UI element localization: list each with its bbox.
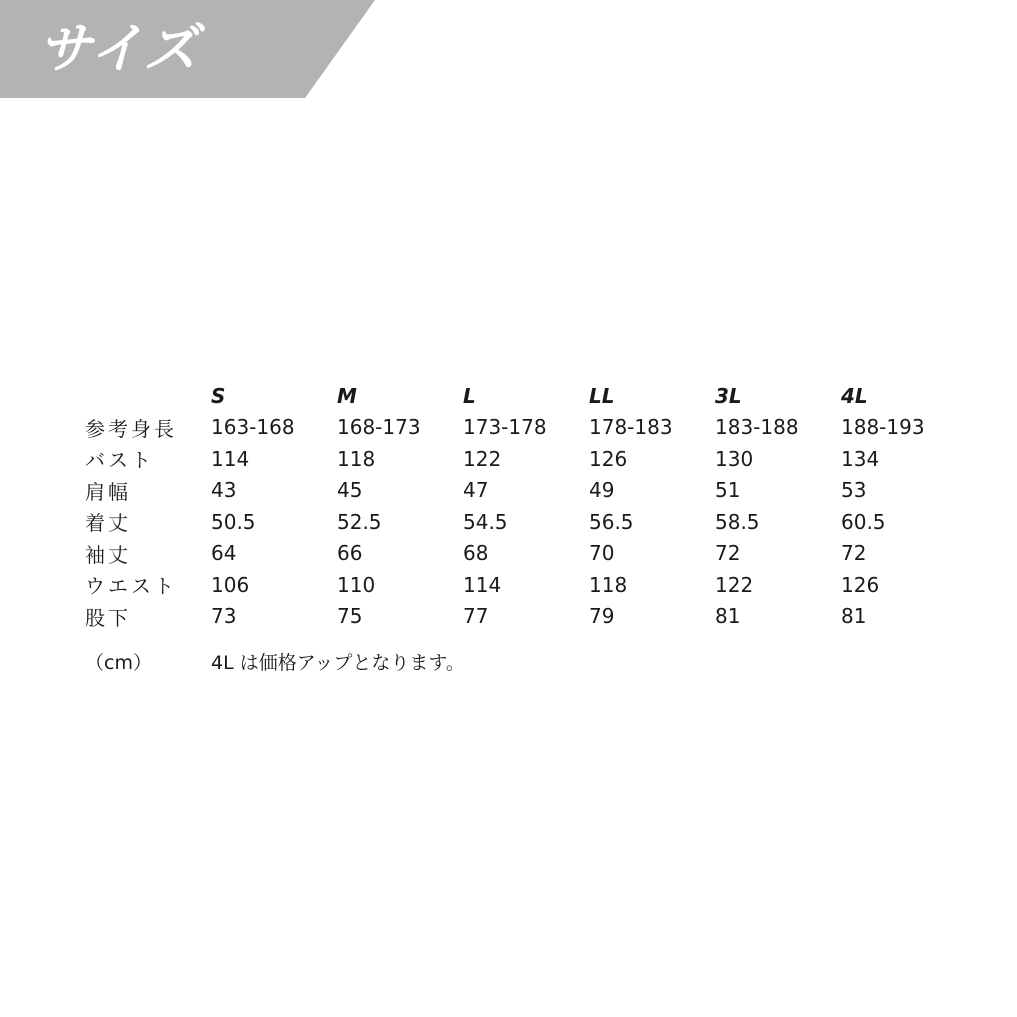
table-cell: 168-173 bbox=[337, 415, 421, 440]
size-header-3l: 3L bbox=[715, 383, 742, 408]
row-label: 股下 bbox=[85, 605, 131, 630]
table-cell: 126 bbox=[589, 446, 628, 471]
table-cell: 68 bbox=[463, 541, 489, 566]
table-cell: 54.5 bbox=[463, 509, 508, 534]
table-cell: 188-193 bbox=[841, 415, 925, 440]
table-cell: 130 bbox=[715, 446, 754, 471]
table-cell: 53 bbox=[841, 478, 867, 503]
size-header-4l: 4L bbox=[841, 383, 868, 408]
price-note: 4L は価格アップとなります。 bbox=[211, 651, 465, 674]
table-cell: 73 bbox=[211, 604, 237, 629]
row-label: 肩幅 bbox=[85, 479, 131, 504]
table-cell: 178-183 bbox=[589, 415, 673, 440]
table-cell: 134 bbox=[841, 446, 880, 471]
table-cell: 60.5 bbox=[841, 509, 886, 534]
row-label: 参考身長 bbox=[85, 416, 177, 441]
table-row bbox=[85, 569, 967, 601]
table-cell: 79 bbox=[589, 604, 615, 629]
table-row bbox=[85, 601, 967, 633]
table-cell: 43 bbox=[211, 478, 237, 503]
table-row bbox=[85, 412, 967, 444]
size-header-row bbox=[85, 380, 967, 412]
table-row bbox=[85, 506, 967, 538]
table-row bbox=[85, 475, 967, 507]
table-cell: 183-188 bbox=[715, 415, 799, 440]
table-row bbox=[85, 538, 967, 570]
table-cell: 50.5 bbox=[211, 509, 256, 534]
row-label: 袖丈 bbox=[85, 542, 131, 567]
table-cell: 110 bbox=[337, 572, 376, 597]
table-cell: 64 bbox=[211, 541, 237, 566]
unit-label: （cm） bbox=[85, 651, 152, 674]
table-cell: 114 bbox=[211, 446, 250, 471]
table-cell: 173-178 bbox=[463, 415, 547, 440]
row-label: ウエスト bbox=[85, 574, 177, 599]
size-header-m: M bbox=[337, 383, 357, 408]
size-header-s: S bbox=[211, 383, 226, 408]
table-cell: 49 bbox=[589, 478, 615, 503]
table-cell: 114 bbox=[463, 572, 502, 597]
table-cell: 163-168 bbox=[211, 415, 295, 440]
row-label: バスト bbox=[85, 448, 154, 473]
table-cell: 52.5 bbox=[337, 509, 382, 534]
table-cell: 70 bbox=[589, 541, 615, 566]
table-cell: 77 bbox=[463, 604, 489, 629]
table-cell: 122 bbox=[715, 572, 754, 597]
table-cell: 72 bbox=[841, 541, 867, 566]
table-cell: 118 bbox=[589, 572, 628, 597]
table-cell: 72 bbox=[715, 541, 741, 566]
size-table bbox=[85, 380, 967, 632]
row-label: 着丈 bbox=[85, 511, 131, 536]
table-cell: 106 bbox=[211, 572, 250, 597]
table-cell: 75 bbox=[337, 604, 363, 629]
table-cell: 126 bbox=[841, 572, 880, 597]
table-cell: 66 bbox=[337, 541, 363, 566]
table-cell: 81 bbox=[715, 604, 741, 629]
page-title: サイズ bbox=[38, 17, 199, 80]
table-row bbox=[85, 443, 967, 475]
size-header-l: L bbox=[463, 383, 476, 408]
table-cell: 118 bbox=[337, 446, 376, 471]
footer-note bbox=[85, 646, 465, 676]
table-cell: 122 bbox=[463, 446, 502, 471]
table-cell: 56.5 bbox=[589, 509, 634, 534]
table-cell: 81 bbox=[841, 604, 867, 629]
size-header-ll: LL bbox=[589, 383, 615, 408]
table-cell: 58.5 bbox=[715, 509, 760, 534]
table-cell: 51 bbox=[715, 478, 741, 503]
table-cell: 45 bbox=[337, 478, 363, 503]
table-cell: 47 bbox=[463, 478, 489, 503]
